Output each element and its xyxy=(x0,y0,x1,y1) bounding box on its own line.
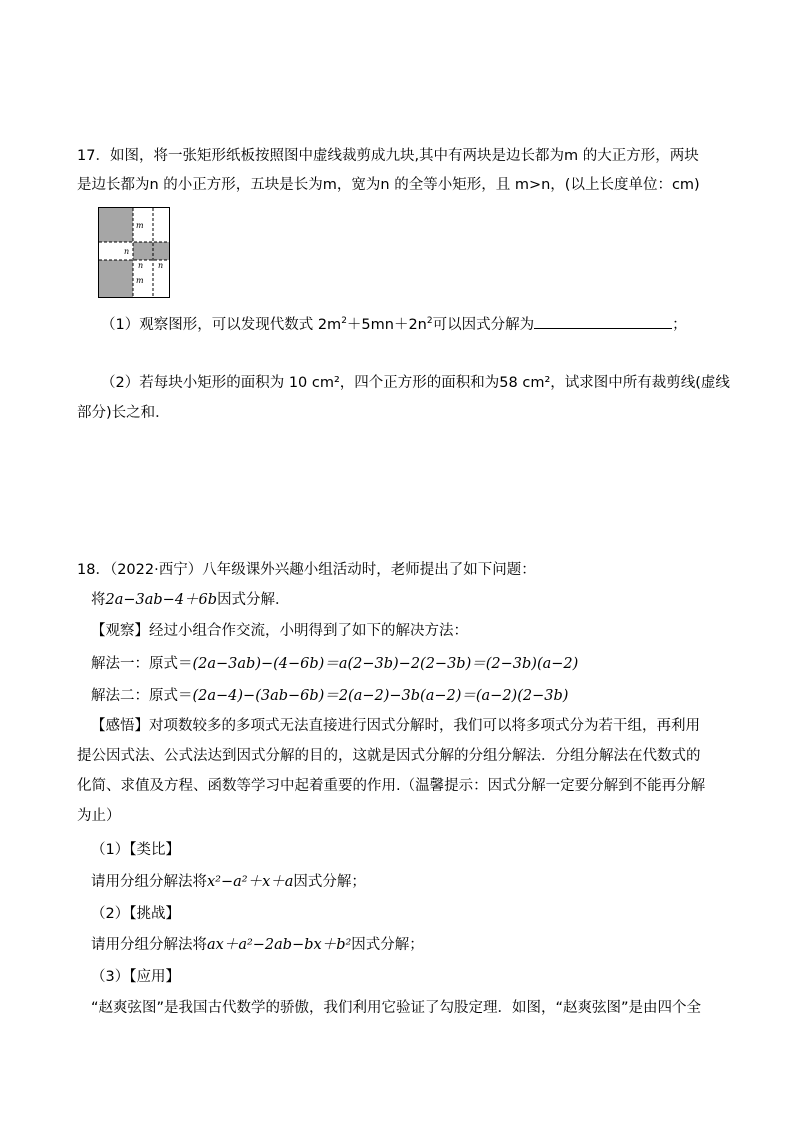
q18-sub3-text: “赵爽弦图”是我国古代数学的骄傲，我们利用它验证了勾股定理．如图，“赵爽弦图”是由四个全 xyxy=(91,1000,702,1016)
label-m-top: m xyxy=(136,221,144,230)
q18-insight-line1: 【感悟】对项数较多的多项式无法直接进行因式分解时，我们可以将多项式分为若干组，再利用 xyxy=(91,718,700,734)
q18-sub2-expr: ax＋a²−2ab−bx＋b² xyxy=(207,937,352,953)
q18-prompt-text: 将 xyxy=(91,592,106,608)
q18-method2-label: 解法二：原式＝ xyxy=(91,688,193,704)
q17-part1-sup1: 2 xyxy=(341,316,347,326)
label-n-a: n xyxy=(138,261,144,270)
q18-method1 xyxy=(91,654,578,674)
label-n-b: n xyxy=(158,261,164,270)
q17-part2-line2: 部分)长之和． xyxy=(77,405,170,421)
q18-prompt-end: 因式分解． xyxy=(217,592,290,608)
answer-blank[interactable] xyxy=(534,314,672,329)
q17-line1: 17．如图，将一张矩形纸板按照图中虚线裁剪成九块,其中有两块是边长都为m 的大正方形，两块 xyxy=(77,148,699,164)
q18-sub1 xyxy=(91,872,366,892)
q17-part1-mid: ＋5mn＋2n xyxy=(346,316,427,333)
q18-sub2-title: （2）【挑战】 xyxy=(91,906,180,922)
label-m-bottom: m xyxy=(136,276,144,285)
q18-method2-expr: (2a−4)−(3ab−6b)＝2(a−2)−3b(a−2)＝(a−2)(2−3b) xyxy=(192,688,569,704)
q18-sub3-title: （3）【应用】 xyxy=(91,969,180,985)
q18-sub1-end: 因式分解； xyxy=(293,874,366,890)
q17-figure xyxy=(98,207,174,299)
q17-part1-end: ； xyxy=(672,316,687,333)
q18-sub2-text: 请用分组分解法将 xyxy=(91,937,207,953)
q18-sub1-expr: x²−a²＋x＋a xyxy=(207,874,294,890)
q18-method1-expr: (2a−3ab)−(4−6b)＝a(2−3b)−2(2−3b)＝(2−3b)(a−2) xyxy=(192,656,579,672)
q18-insight-line4: 为止） xyxy=(77,808,121,824)
q18-observe: 【观察】经过小组合作交流，小明得到了如下的解决方法： xyxy=(91,623,468,639)
small-square-mid xyxy=(133,242,153,260)
small-square-right xyxy=(153,242,169,260)
q18-sub2 xyxy=(91,935,424,955)
q17-part2-line1: （2）若每块小矩形的面积为 10 cm²，四个正方形的面积和为58 cm²，试求图中所有裁剪线(虚线 xyxy=(101,375,730,391)
label-n-mid: n xyxy=(124,247,130,256)
q18-line1: 18．（2022·西宁）八年级课外兴趣小组活动时，老师提出了如下问题： xyxy=(77,562,536,578)
q18-method1-label: 解法一：原式＝ xyxy=(91,656,193,672)
q18-prompt-expr: 2a−3ab−4＋6b xyxy=(105,592,218,608)
q18-sub2-end: 因式分解； xyxy=(351,937,424,953)
q17-part1-suffix: 可以因式分解为 xyxy=(432,316,535,333)
q18-method2 xyxy=(91,686,568,706)
large-square-top xyxy=(99,208,133,242)
q17-part1-sup2: 2 xyxy=(426,316,433,326)
q18-prompt xyxy=(91,590,290,610)
q18-insight-line3: 化简、求值及方程、函数等学习中起着重要的作用.（温馨提示：因式分解一定要分解到不能再分解 xyxy=(77,778,706,794)
q17-part1 xyxy=(101,311,687,335)
q18-sub1-text: 请用分组分解法将 xyxy=(91,874,207,890)
q17-part1-prefix: （1）观察图形，可以发现代数式 2m xyxy=(101,316,342,333)
large-square-bottom xyxy=(99,260,133,297)
q17-line2: 是边长都为n 的小正方形，五块是长为m，宽为n 的全等小矩形，且 m>n，(以上长度单位：cm) xyxy=(77,177,700,193)
q18-insight-line2: 提公因式法、公式法达到因式分解的目的，这就是因式分解的分组分解法．分组分解法在代数式的 xyxy=(77,748,701,764)
q18-sub1-title: （1）【类比】 xyxy=(91,842,180,858)
